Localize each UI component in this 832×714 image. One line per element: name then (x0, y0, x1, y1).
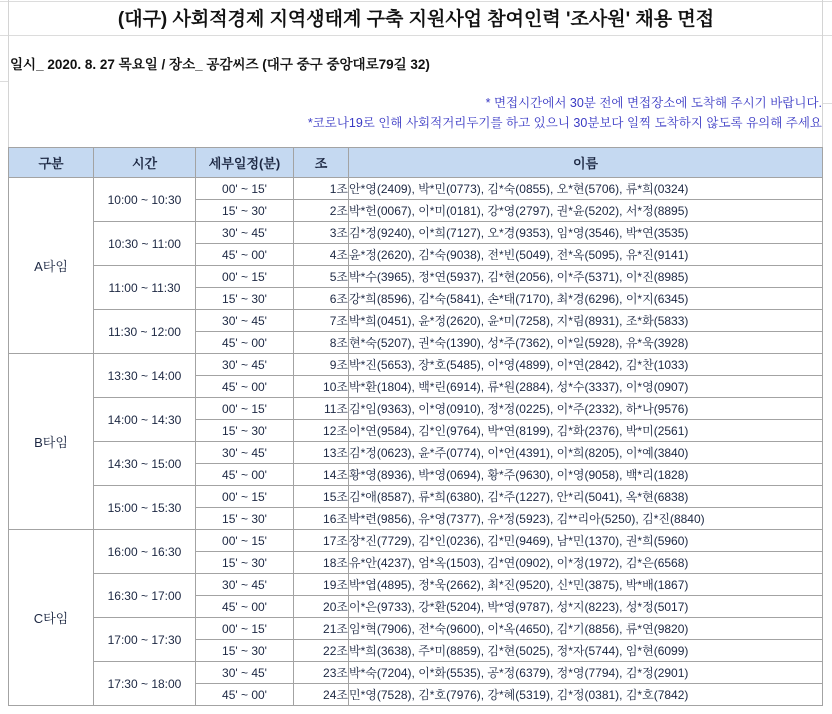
detail-cell: 30' ~ 45' (196, 222, 294, 244)
detail-cell: 15' ~ 30' (196, 288, 294, 310)
group-cell: 5조 (294, 266, 349, 288)
table-row (9, 618, 823, 640)
names-cell: 황*영(8936), 박*영(0694), 황*주(9630), 이*영(9058), 백*리(1828) (349, 464, 823, 486)
names-cell: 윤*정(2620), 김*숙(9038), 전*빈(5049), 전*옥(5095), 유*진(9141) (349, 244, 823, 266)
date-place-line: 일시_ 2020. 8. 27 목요일 / 장소_ 공감씨즈 (대구 중구 중앙대로79길 32) (10, 57, 430, 72)
category-cell: C타임 (9, 530, 94, 706)
time-cell: 11:00 ~ 11:30 (94, 266, 196, 310)
group-cell: 10조 (294, 376, 349, 398)
group-cell: 21조 (294, 618, 349, 640)
time-cell: 13:30 ~ 14:00 (94, 354, 196, 398)
names-cell: 김*정(9240), 이*희(7127), 오*경(9353), 임*영(3546), 박*연(3535) (349, 222, 823, 244)
names-cell: 이*연(9584), 김*인(9764), 박*연(8199), 김*화(2376), 박*미(2561) (349, 420, 823, 442)
group-cell: 23조 (294, 662, 349, 684)
page-title: (대구) 사회적경제 지역생태계 구축 지원사업 참여인력 '조사원' 채용 면접 (117, 9, 715, 30)
time-cell: 17:30 ~ 18:00 (94, 662, 196, 706)
table-row (9, 310, 823, 332)
detail-cell: 45' ~ 00' (196, 684, 294, 706)
group-cell: 16조 (294, 508, 349, 530)
col-header-category: 구분 (9, 148, 94, 178)
header-row (9, 148, 823, 178)
col-header-detail: 세부일정(분) (196, 148, 294, 178)
col-header-time: 시간 (94, 148, 196, 178)
detail-cell: 00' ~ 15' (196, 530, 294, 552)
detail-cell: 45' ~ 00' (196, 596, 294, 618)
gridline (0, 81, 8, 82)
time-cell: 14:30 ~ 15:00 (94, 442, 196, 486)
col-header-group: 조 (294, 148, 349, 178)
names-cell: 김*임(9363), 이*영(0910), 정*정(0225), 이*주(2332), 하*나(9576) (349, 398, 823, 420)
names-cell: 임*혁(7906), 전*숙(9600), 이*옥(4650), 김*기(8856), 류*연(9820) (349, 618, 823, 640)
table-row (9, 354, 823, 376)
detail-cell: 00' ~ 15' (196, 486, 294, 508)
names-cell: 이*은(9733), 강*환(5204), 박*영(9787), 성*지(8223), 성*정(5017) (349, 596, 823, 618)
group-cell: 19조 (294, 574, 349, 596)
names-cell: 박*숙(7204), 이*화(5535), 공*정(6379), 정*영(7794), 김*정(2901) (349, 662, 823, 684)
group-cell: 15조 (294, 486, 349, 508)
group-cell: 7조 (294, 310, 349, 332)
detail-cell: 30' ~ 45' (196, 310, 294, 332)
time-cell: 10:00 ~ 10:30 (94, 178, 196, 222)
group-cell: 20조 (294, 596, 349, 618)
detail-cell: 45' ~ 00' (196, 464, 294, 486)
names-cell: 박*희(3638), 주*미(8859), 김*현(5025), 정*자(5744), 임*현(6099) (349, 640, 823, 662)
detail-cell: 00' ~ 15' (196, 398, 294, 420)
group-cell: 14조 (294, 464, 349, 486)
detail-cell: 30' ~ 45' (196, 354, 294, 376)
names-cell: 김*애(8587), 류*희(6380), 김*주(1227), 안*리(5041), 옥*현(6838) (349, 486, 823, 508)
detail-cell: 15' ~ 30' (196, 200, 294, 222)
notice-block (308, 94, 822, 133)
group-cell: 3조 (294, 222, 349, 244)
detail-cell: 15' ~ 30' (196, 420, 294, 442)
gridline (0, 1, 832, 2)
names-cell: 박*수(3965), 정*연(5937), 김*현(2056), 이*주(5371), 이*진(8985) (349, 266, 823, 288)
group-cell: 22조 (294, 640, 349, 662)
time-cell: 16:00 ~ 16:30 (94, 530, 196, 574)
table-row (9, 662, 823, 684)
gridline (822, 103, 832, 104)
detail-cell: 45' ~ 00' (196, 376, 294, 398)
time-cell: 15:00 ~ 15:30 (94, 486, 196, 530)
names-cell: 강*희(8596), 김*숙(5841), 손*태(7170), 최*경(6296), 이*지(6345) (349, 288, 823, 310)
table-row (9, 222, 823, 244)
time-cell: 16:30 ~ 17:00 (94, 574, 196, 618)
time-cell: 10:30 ~ 11:00 (94, 222, 196, 266)
table-row (9, 530, 823, 552)
detail-cell: 30' ~ 45' (196, 442, 294, 464)
names-cell: 김*정(0623), 윤*주(0774), 이*언(4391), 이*희(8205), 이*예(3840) (349, 442, 823, 464)
table-row (9, 178, 823, 200)
schedule-table (8, 147, 823, 706)
time-cell: 14:00 ~ 14:30 (94, 398, 196, 442)
table-row (9, 398, 823, 420)
names-cell: 박*환(1804), 백*린(6914), 류*원(2884), 성*수(3337), 이*영(0907) (349, 376, 823, 398)
group-cell: 11조 (294, 398, 349, 420)
names-cell: 민*영(7528), 김*호(7976), 강*혜(5319), 김*정(0381), 김*호(7842) (349, 684, 823, 706)
category-cell: B타임 (9, 354, 94, 530)
group-cell: 4조 (294, 244, 349, 266)
category-cell: A타임 (9, 178, 94, 354)
table-row (9, 574, 823, 596)
group-cell: 18조 (294, 552, 349, 574)
detail-cell: 15' ~ 30' (196, 552, 294, 574)
group-cell: 17조 (294, 530, 349, 552)
time-cell: 17:00 ~ 17:30 (94, 618, 196, 662)
detail-cell: 15' ~ 30' (196, 508, 294, 530)
group-cell: 9조 (294, 354, 349, 376)
notice-line-2: *코로나19로 인해 사회적거리두기를 하고 있으니 30분보다 일찍 도착하지 않도록 유의해 주세요 (307, 115, 822, 130)
detail-cell: 15' ~ 30' (196, 640, 294, 662)
names-cell: 박*헌(0067), 이*미(0181), 강*영(2797), 권*윤(5202), 서*정(8895) (349, 200, 823, 222)
group-cell: 8조 (294, 332, 349, 354)
detail-cell: 45' ~ 00' (196, 244, 294, 266)
detail-cell: 45' ~ 00' (196, 332, 294, 354)
table-row (9, 266, 823, 288)
group-cell: 1조 (294, 178, 349, 200)
detail-cell: 30' ~ 45' (196, 574, 294, 596)
names-cell: 현*숙(5207), 권*숙(1390), 성*주(7362), 이*일(5928), 유*욱(3928) (349, 332, 823, 354)
detail-cell: 30' ~ 45' (196, 662, 294, 684)
table-row (9, 442, 823, 464)
names-cell: 박*진(5653), 장*호(5485), 이*영(4899), 이*연(2842), 김*찬(1033) (349, 354, 823, 376)
col-header-names: 이름 (349, 148, 823, 178)
detail-cell: 00' ~ 15' (196, 266, 294, 288)
gridline (0, 35, 832, 36)
table-row (9, 486, 823, 508)
notice-line-1: * 면접시간에서 30분 전에 면접장소에 도착해 주시기 바랍니다. (485, 96, 822, 110)
names-cell: 박*희(0451), 윤*정(2620), 윤*미(7258), 지*림(8931), 조*화(5833) (349, 310, 823, 332)
names-cell: 유*안(4237), 엄*옥(1503), 김*연(0902), 이*정(1972), 김*은(6568) (349, 552, 823, 574)
names-cell: 박*엽(4895), 정*욱(2662), 최*진(9520), 신*민(3875), 박*배(1867) (349, 574, 823, 596)
group-cell: 2조 (294, 200, 349, 222)
group-cell: 12조 (294, 420, 349, 442)
detail-cell: 00' ~ 15' (196, 618, 294, 640)
group-cell: 6조 (294, 288, 349, 310)
names-cell: 안*영(2409), 박*민(0773), 김*숙(0855), 오*현(5706), 류*희(0324) (349, 178, 823, 200)
group-cell: 13조 (294, 442, 349, 464)
group-cell: 24조 (294, 684, 349, 706)
names-cell: 장*진(7729), 김*인(0236), 김*민(9469), 남*민(1370), 권*희(5960) (349, 530, 823, 552)
time-cell: 11:30 ~ 12:00 (94, 310, 196, 354)
detail-cell: 00' ~ 15' (196, 178, 294, 200)
names-cell: 박*련(9856), 유*영(7377), 유*정(5923), 김**리아(5250), 김*진(8840) (349, 508, 823, 530)
